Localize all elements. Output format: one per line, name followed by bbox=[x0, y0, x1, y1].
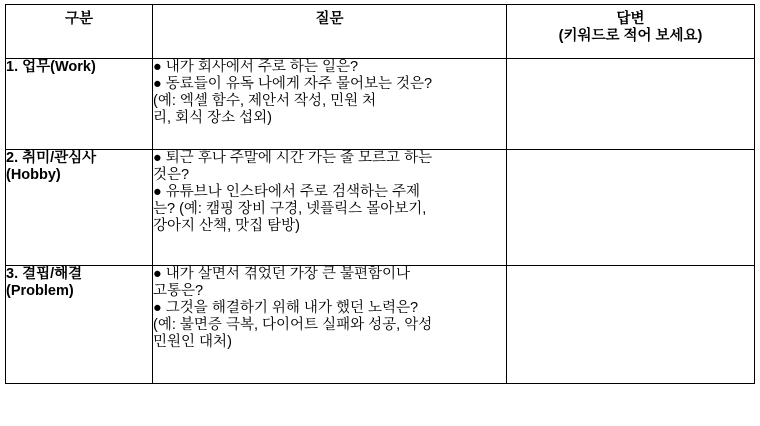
question-line: ● 유튜브나 인스타에서 주로 검색하는 주제 bbox=[153, 184, 421, 200]
question-line: ● 내가 회사에서 주로 하는 일은? bbox=[153, 59, 359, 75]
question-line: (예: 불면증 극복, 다이어트 실패와 성공, 악성 bbox=[153, 317, 433, 333]
question-line: 리, 회식 장소 섭외) bbox=[153, 110, 272, 126]
header-question: 질문 bbox=[153, 5, 507, 59]
question-line: 것은? bbox=[153, 167, 190, 183]
header-answer bbox=[507, 5, 755, 59]
answer-cell[interactable] bbox=[507, 266, 755, 384]
question-line: 민원인 대처) bbox=[153, 334, 232, 350]
header-row bbox=[6, 5, 755, 59]
question-line: 고통은? bbox=[153, 283, 204, 299]
category-cell: 2. 취미/관심사 (Hobby) bbox=[6, 150, 153, 266]
header-answer-title: 답변 bbox=[616, 11, 645, 27]
question-cell bbox=[153, 150, 507, 266]
question-cell bbox=[153, 266, 507, 384]
header-category: 구분 bbox=[6, 5, 153, 59]
answer-cell[interactable] bbox=[507, 59, 755, 150]
question-line: ● 퇴근 후나 주말에 시간 가는 줄 모르고 하는 bbox=[153, 150, 433, 166]
category-cell: 1. 업무(Work) bbox=[6, 59, 153, 150]
header-answer-hint: (키워드로 적어 보세요) bbox=[558, 28, 703, 44]
answer-cell[interactable] bbox=[507, 150, 755, 266]
question-line: ● 그것을 해결하기 위해 내가 했던 노력은? bbox=[153, 300, 419, 316]
category-cell: 3. 결핍/해결 (Problem) bbox=[6, 266, 153, 384]
question-line: 는? (예: 캠핑 장비 구경, 넷플릭스 몰아보기, bbox=[153, 201, 427, 217]
table-row bbox=[6, 150, 755, 266]
question-line: ● 동료들이 유독 나에게 자주 물어보는 것은? bbox=[153, 76, 433, 92]
table-row bbox=[6, 59, 755, 150]
question-cell bbox=[153, 59, 507, 150]
question-line: 강아지 산책, 맛집 탐방) bbox=[153, 218, 301, 234]
question-line: (예: 엑셀 함수, 제안서 작성, 민원 처 bbox=[153, 93, 377, 109]
question-line: ● 내가 살면서 겪었던 가장 큰 불편함이나 bbox=[153, 266, 411, 282]
question-table bbox=[5, 4, 755, 384]
table-row bbox=[6, 266, 755, 384]
